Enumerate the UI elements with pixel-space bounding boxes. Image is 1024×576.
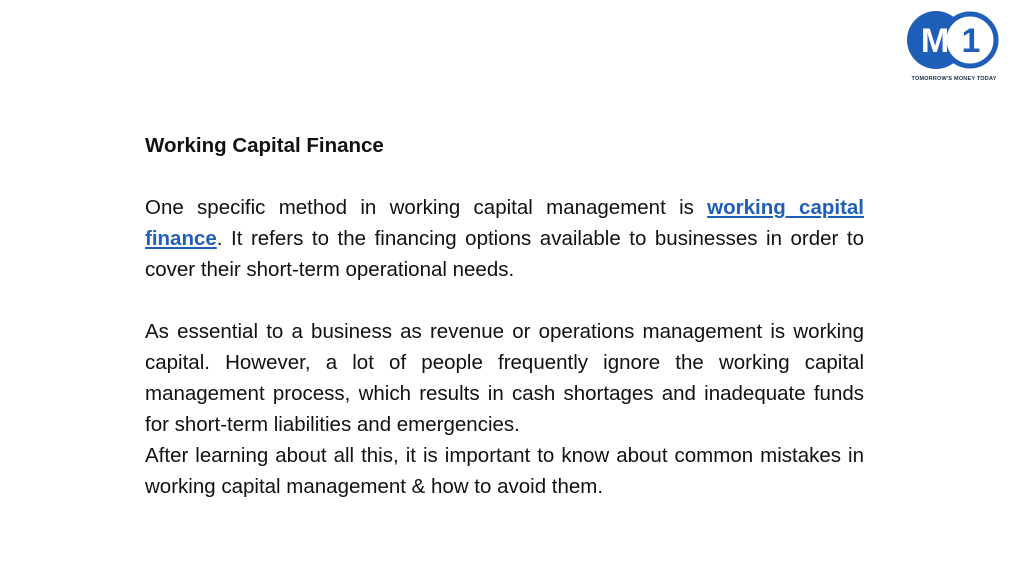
paragraph-intro [145,192,864,285]
logo-letter-m: M [920,22,950,60]
logo-digit-1: 1 [961,22,981,60]
paragraph-intro-text-before: One specific method in working capital management is [145,196,708,219]
document-heading: Working Capital Finance [145,134,384,157]
working-capital-finance-link[interactable]: working capital finance [145,196,864,250]
paragraph-intro-text-after: . It refers to the financing options available to businesses in order to cover their short-term operational needs. [145,227,864,281]
paragraph-importance: As essential to a business as revenue or operations management is working capital. However, a lot of people frequently ignore the working capital management process, which results in cash shortages and inadequate funds for short-term liabilities and emergencies. [145,320,864,436]
logo-tagline: TOMORROW'S MONEY TODAY [911,76,997,82]
m1-logo [898,8,1010,88]
paragraph-spacer [145,285,864,316]
m1-logo-mark [904,8,1004,72]
document-body [145,130,864,502]
paragraph-conclusion: After learning about all this, it is important to know about common mistakes in working capital management & how to avoid them. [145,444,864,498]
